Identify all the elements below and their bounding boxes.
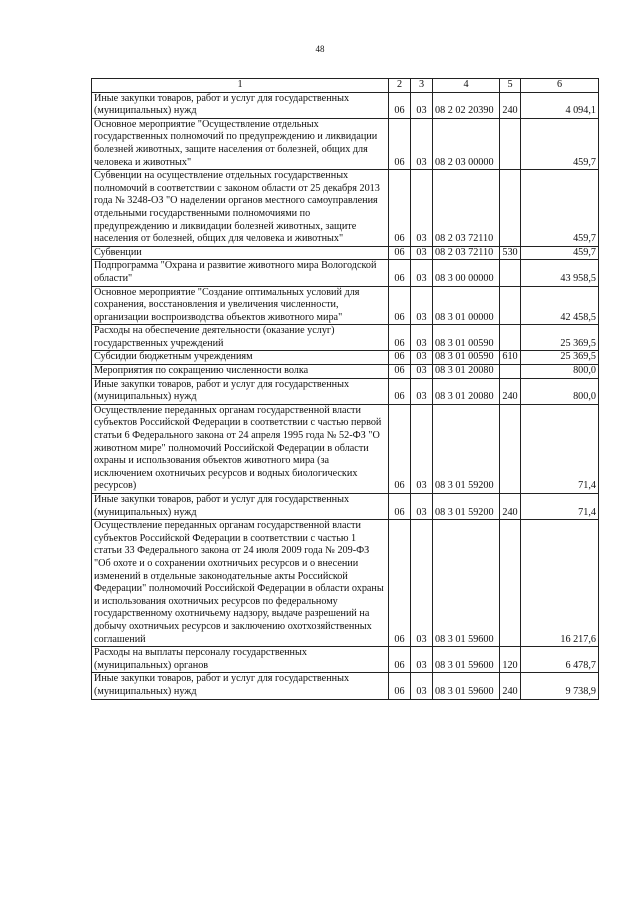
row-section-cell: 06	[389, 365, 411, 379]
row-name-cell: Мероприятия по сокращению численности волка	[92, 365, 389, 379]
row-amount-cell: 43 958,5	[521, 260, 599, 286]
row-section-cell: 06	[389, 260, 411, 286]
table-row	[92, 246, 599, 260]
row-section-cell: 06	[389, 286, 411, 325]
table-row	[92, 520, 599, 647]
row-target-article-cell: 08 3 01 00000	[433, 286, 500, 325]
row-amount-cell: 800,0	[521, 365, 599, 379]
row-subsection-cell: 03	[411, 246, 433, 260]
row-amount-cell: 9 738,9	[521, 673, 599, 699]
row-expense-type-cell	[500, 325, 521, 351]
row-section-cell: 06	[389, 494, 411, 520]
budget-table	[91, 78, 599, 700]
row-subsection-cell: 03	[411, 351, 433, 365]
column-header: 3	[411, 79, 433, 93]
row-expense-type-cell	[500, 118, 521, 169]
row-expense-type-cell	[500, 365, 521, 379]
row-expense-type-cell	[500, 286, 521, 325]
row-name-cell: Осуществление переданных органам государственной власти субъектов Российской Федерации в соответствии с частью первой статьи 6 Федерального закона от 24 апреля 1995 года № 52-ФЗ "О животном мире" полномочий Российской Федерации в области охраны и использования объектов животного мира (за исключением охотничьих ресурсов и водных биологических ресурсов)	[92, 404, 389, 493]
row-target-article-cell: 08 3 01 59200	[433, 494, 500, 520]
row-target-article-cell: 08 2 03 00000	[433, 118, 500, 169]
row-name-cell: Расходы на обеспечение деятельности (оказание услуг) государственных учреждений	[92, 325, 389, 351]
row-name-cell: Осуществление переданных органам государственной власти субъектов Российской Федерации в соответствии с частью 1 статьи 33 Федерального закона от 24 июля 2009 года № 209-ФЗ "Об охоте и о сохранении охотничьих ресурсов и о внесении изменений в отдельные законодательные акты Российской Федерации" полномочий Российской Федерации в области охраны и использования охотничьих ресурсов по федеральному государственному охотничьему надзору, выдаче разрешений на добычу охотничьих ресурсов и заключению охотхозяйственных соглашений	[92, 520, 389, 647]
row-name-cell: Основное мероприятие "Осуществление отдельных государственных полномочий по предупреждению и ликвидации болезней животных, защите населения от болезней, общих для человека и животных"	[92, 118, 389, 169]
row-section-cell: 06	[389, 246, 411, 260]
row-subsection-cell: 03	[411, 118, 433, 169]
row-amount-cell: 25 369,5	[521, 351, 599, 365]
row-target-article-cell: 08 2 03 72110	[433, 246, 500, 260]
row-target-article-cell: 08 3 01 59200	[433, 404, 500, 493]
row-subsection-cell: 03	[411, 325, 433, 351]
row-section-cell: 06	[389, 647, 411, 673]
row-expense-type-cell	[500, 404, 521, 493]
row-subsection-cell: 03	[411, 494, 433, 520]
table-row	[92, 378, 599, 404]
row-subsection-cell: 03	[411, 647, 433, 673]
row-name-cell: Иные закупки товаров, работ и услуг для государственных (муниципальных) нужд	[92, 92, 389, 118]
row-section-cell: 06	[389, 378, 411, 404]
row-amount-cell: 25 369,5	[521, 325, 599, 351]
row-expense-type-cell: 610	[500, 351, 521, 365]
row-amount-cell: 42 458,5	[521, 286, 599, 325]
column-header: 4	[433, 79, 500, 93]
row-subsection-cell: 03	[411, 673, 433, 699]
row-subsection-cell: 03	[411, 286, 433, 325]
column-header: 1	[92, 79, 389, 93]
row-amount-cell: 459,7	[521, 170, 599, 247]
table-row	[92, 494, 599, 520]
row-target-article-cell: 08 3 01 59600	[433, 520, 500, 647]
column-header: 2	[389, 79, 411, 93]
row-subsection-cell: 03	[411, 520, 433, 647]
row-subsection-cell: 03	[411, 404, 433, 493]
table-row	[92, 118, 599, 169]
row-name-cell: Расходы на выплаты персоналу государственных (муниципальных) органов	[92, 647, 389, 673]
row-expense-type-cell: 240	[500, 494, 521, 520]
row-name-cell: Основное мероприятие "Создание оптимальных условий для сохранения, восстановления и увеличения численности, организации воспроизводства объектов животного мира"	[92, 286, 389, 325]
row-section-cell: 06	[389, 520, 411, 647]
table-row	[92, 286, 599, 325]
row-target-article-cell: 08 3 01 59600	[433, 673, 500, 699]
row-section-cell: 06	[389, 118, 411, 169]
row-expense-type-cell: 240	[500, 378, 521, 404]
row-section-cell: 06	[389, 170, 411, 247]
row-expense-type-cell: 530	[500, 246, 521, 260]
row-amount-cell: 800,0	[521, 378, 599, 404]
row-expense-type-cell	[500, 260, 521, 286]
table-row	[92, 404, 599, 493]
row-amount-cell: 16 217,6	[521, 520, 599, 647]
row-subsection-cell: 03	[411, 378, 433, 404]
row-name-cell: Субвенции на осуществление отдельных государственных полномочий в соответствии с законом области от 25 декабря 2013 года № 3248-ОЗ "О наделении органов местного самоуправления отдельными государственными полномочиями по предупреждению и ликвидации болезней животных, защите населения от болезней, общих для человека и животных"	[92, 170, 389, 247]
row-expense-type-cell	[500, 520, 521, 647]
table-header-row	[92, 79, 599, 93]
table-row	[92, 260, 599, 286]
row-amount-cell: 6 478,7	[521, 647, 599, 673]
row-expense-type-cell: 120	[500, 647, 521, 673]
row-amount-cell: 71,4	[521, 404, 599, 493]
row-target-article-cell: 08 3 00 00000	[433, 260, 500, 286]
row-section-cell: 06	[389, 404, 411, 493]
row-target-article-cell: 08 3 01 00590	[433, 351, 500, 365]
row-expense-type-cell	[500, 170, 521, 247]
row-target-article-cell: 08 3 01 20080	[433, 378, 500, 404]
row-subsection-cell: 03	[411, 170, 433, 247]
row-subsection-cell: 03	[411, 92, 433, 118]
row-subsection-cell: 03	[411, 365, 433, 379]
row-expense-type-cell: 240	[500, 673, 521, 699]
table-row	[92, 170, 599, 247]
table-row	[92, 325, 599, 351]
row-name-cell: Подпрограмма "Охрана и развитие животного мира Вологодской области"	[92, 260, 389, 286]
column-header: 5	[500, 79, 521, 93]
row-target-article-cell: 08 3 01 00590	[433, 325, 500, 351]
table-row	[92, 365, 599, 379]
row-expense-type-cell: 240	[500, 92, 521, 118]
row-amount-cell: 459,7	[521, 118, 599, 169]
row-amount-cell: 4 094,1	[521, 92, 599, 118]
row-target-article-cell: 08 2 03 72110	[433, 170, 500, 247]
row-name-cell: Иные закупки товаров, работ и услуг для государственных (муниципальных) нужд	[92, 378, 389, 404]
row-subsection-cell: 03	[411, 260, 433, 286]
row-amount-cell: 71,4	[521, 494, 599, 520]
row-name-cell: Субвенции	[92, 246, 389, 260]
row-section-cell: 06	[389, 325, 411, 351]
table-row	[92, 92, 599, 118]
page-number: 48	[315, 44, 325, 54]
row-name-cell: Иные закупки товаров, работ и услуг для государственных (муниципальных) нужд	[92, 673, 389, 699]
row-name-cell: Иные закупки товаров, работ и услуг для государственных (муниципальных) нужд	[92, 494, 389, 520]
row-target-article-cell: 08 3 01 59600	[433, 647, 500, 673]
table-body	[92, 92, 599, 699]
row-target-article-cell: 08 2 02 20390	[433, 92, 500, 118]
row-name-cell: Субсидии бюджетным учреждениям	[92, 351, 389, 365]
row-amount-cell: 459,7	[521, 246, 599, 260]
row-section-cell: 06	[389, 92, 411, 118]
row-section-cell: 06	[389, 673, 411, 699]
table-row	[92, 673, 599, 699]
table-row	[92, 351, 599, 365]
table-row	[92, 647, 599, 673]
row-section-cell: 06	[389, 351, 411, 365]
column-header: 6	[521, 79, 599, 93]
row-target-article-cell: 08 3 01 20080	[433, 365, 500, 379]
